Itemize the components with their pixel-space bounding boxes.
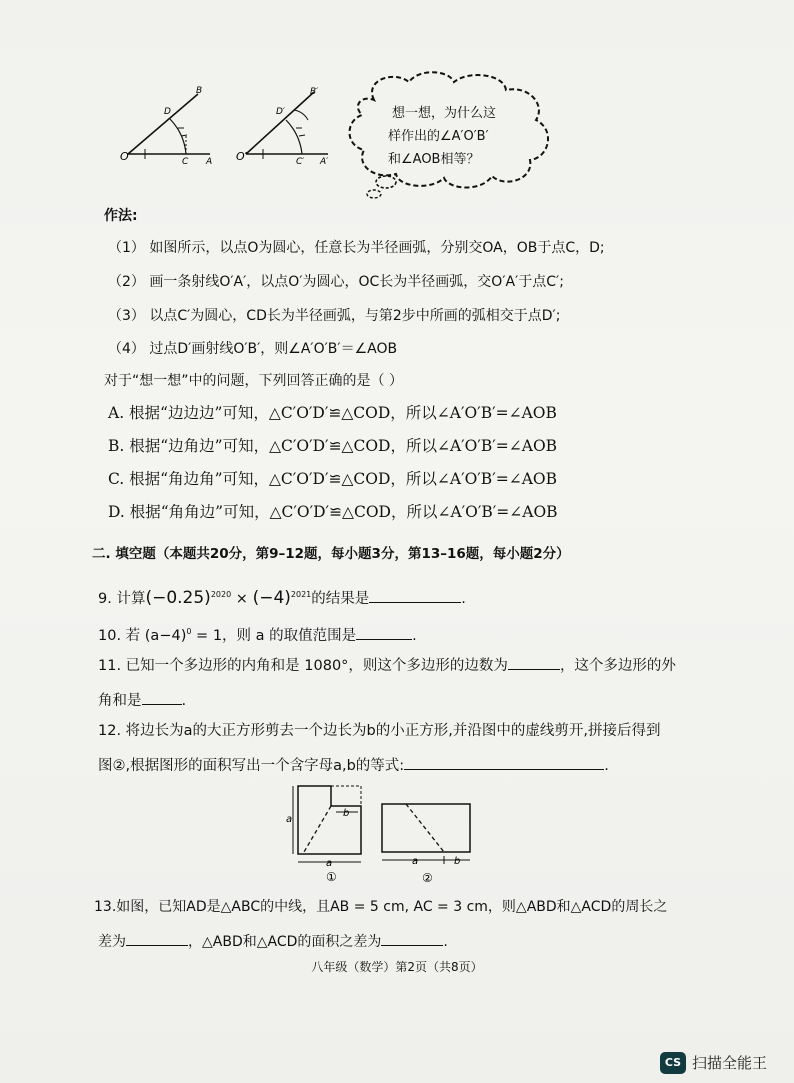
cloud-line-2: 样作出的∠A′O′B′ <box>388 129 489 144</box>
angle-aob-figure <box>118 84 218 166</box>
q10-end: . <box>412 628 417 644</box>
q11-text-b: ，这个多边形的外 <box>559 658 676 674</box>
method-step-1: （1） 如图所示，以点O为圆心，任意长为半径画弧，分别交OA，OB于点C，D; <box>108 240 605 256</box>
fig1-label-b: b <box>343 808 350 819</box>
q12-end: . <box>604 758 609 774</box>
q12-equation-blank[interactable] <box>404 769 604 770</box>
label-o: O <box>120 150 129 163</box>
question-prompt: 对于“想一想”中的问题，下列回答正确的是（ ） <box>104 373 403 389</box>
cut-line <box>304 806 331 852</box>
question-11-line-2 <box>98 689 186 710</box>
fig2-label-a: a <box>412 856 419 867</box>
q9-prefix: 9. 计算 <box>98 591 146 607</box>
question-12-line-1: 12. 将边长为a的大正方形剪去一个边长为b的小正方形,并沿图中的虚线剪开,拼接后得到 <box>98 723 661 739</box>
method-heading: 作法: <box>104 208 138 224</box>
method-step-2: （2） 画一条射线O′A′，以点O′为圆心，OC长为半径画弧，交O′A′于点C′; <box>108 274 564 290</box>
q9-answer-blank[interactable] <box>369 602 461 603</box>
label-a-prime: A′ <box>320 157 329 166</box>
q10-prefix: 10. 若 (a−4) <box>98 628 187 644</box>
q11-text-c: 角和是 <box>98 693 142 709</box>
method-step-3: （3） 以点C′为圆心，CD长为半径画弧，与第2步中所画的弧相交于点D′; <box>108 308 561 324</box>
q13-text-a: 差为 <box>98 934 126 950</box>
angle-a1o1b1-figure <box>236 84 336 166</box>
camscanner-logo-icon: CS <box>660 1052 686 1074</box>
q10-answer-blank[interactable] <box>356 639 412 640</box>
question-13-line-2 <box>98 931 448 951</box>
fig2-label-b: b <box>454 856 461 867</box>
arc-cd <box>170 119 186 154</box>
fig1-caption: ① <box>326 870 337 884</box>
method-step-4: （4） 过点D′画射线O′B′，则∠A′O′B′＝∠AOB <box>108 341 398 357</box>
option-a[interactable]: A. 根据“边边边”可知，△C′O′D′≌△COD，所以∠A′O′B′=∠AOB <box>108 404 557 422</box>
label-d: D <box>164 107 171 117</box>
question-12-line-2 <box>98 754 609 775</box>
label-b-prime: B′ <box>310 87 319 97</box>
q13-end: . <box>443 934 448 950</box>
label-c-prime: C′ <box>296 157 305 166</box>
label-o-prime: O′ <box>236 150 248 163</box>
q9-post: 的结果是 <box>311 591 370 607</box>
fig1-label-a-bottom: a <box>326 858 333 869</box>
section-heading: 二. 填空题（本题共20分，第9–12题，每小题3分，第13–16题，每小题2分） <box>92 546 570 562</box>
label-a: A <box>206 157 213 166</box>
square-cut-figure-1 <box>286 782 376 884</box>
question-10 <box>98 624 417 645</box>
q9-times: × <box>231 591 253 607</box>
q10-mid: = 1，则 a 的取值范围是 <box>191 628 357 644</box>
option-b[interactable]: B. 根据“边角边”可知，△C′O′D′≌△COD，所以∠A′O′B′=∠AOB <box>108 437 558 455</box>
cloud-line-3: 和∠AOB相等？ <box>388 152 480 167</box>
ray-ob <box>128 94 198 154</box>
label-b: B <box>196 86 203 96</box>
q12-text: 图②,根据图形的面积写出一个含字母a,b的等式: <box>98 758 405 774</box>
fig2-caption: ② <box>422 871 433 885</box>
q13-area-blank[interactable] <box>381 945 443 946</box>
l-shape <box>298 786 361 854</box>
question-11-line-1 <box>98 654 676 675</box>
q10-exp: 0 <box>186 627 192 637</box>
question-13-line-1: 13.如图，已知AD是△ABC的中线，且AB = 5 cm, AC = 3 cm，则△ABD和△ACD的周长之 <box>94 899 668 915</box>
page-footer: 八年级（数学）第2页（共8页） <box>311 960 483 974</box>
q9-exp1: 2020 <box>210 590 232 600</box>
label-d-prime: D′ <box>276 107 285 117</box>
q9-base1: (−0.25) <box>145 588 211 608</box>
q9-end: . <box>461 591 466 607</box>
option-c[interactable]: C. 根据“角边角”可知，△C′O′D′≌△COD，所以∠A′O′B′=∠AOB <box>108 470 557 488</box>
label-c: C <box>182 157 189 166</box>
fig1-label-a-left: a <box>286 814 293 825</box>
rearranged-rectangle <box>382 804 470 852</box>
q13-text-b: ，△ABD和△ACD的面积之差为 <box>188 934 382 950</box>
camscanner-name: 扫描全能王 <box>692 1054 768 1072</box>
question-9 <box>98 587 466 608</box>
q11-end: . <box>181 693 187 709</box>
q11-sides-blank[interactable] <box>508 669 560 670</box>
cloud-line-1: 想一想，为什么这 <box>392 106 497 121</box>
option-d[interactable]: D. 根据“角角边”可知，△C′O′D′≌△COD，所以∠A′O′B′=∠AOB <box>108 503 558 521</box>
q9-base2: (−4) <box>252 588 291 608</box>
square-cut-figure-2 <box>378 800 478 886</box>
q13-perimeter-blank[interactable] <box>126 945 188 946</box>
q11-exterior-blank[interactable] <box>142 704 182 705</box>
q9-exp2: 2021 <box>290 590 312 600</box>
q11-text-a: 11. 已知一个多边形的内角和是 1080°，则这个多边形的边数为 <box>98 658 508 674</box>
